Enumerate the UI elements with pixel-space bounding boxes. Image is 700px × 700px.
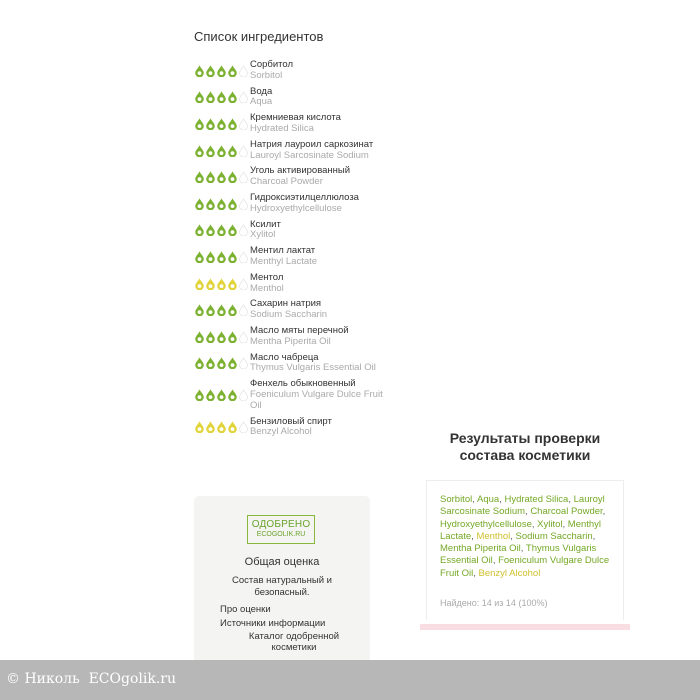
- watermark-text: [6, 671, 176, 687]
- rating-drops-icon: [194, 198, 250, 210]
- approved-catalog-link[interactable]: Каталог одобренной косметики: [248, 631, 340, 653]
- result-ingredient: Hydroxyethylcellulose: [440, 518, 532, 530]
- about-ratings-link[interactable]: Про оценки: [220, 604, 271, 615]
- ingredient-names: [250, 193, 359, 215]
- ingredient-name-ru: Масло мяты перечной: [250, 324, 349, 336]
- ingredient-names: [250, 140, 373, 162]
- ingredient-name-ru: Натрия лауроил саркозинат: [250, 138, 374, 150]
- ingredient-row[interactable]: [194, 417, 384, 439]
- ingredient-row[interactable]: [194, 299, 384, 321]
- rating-drops-icon: [194, 65, 250, 77]
- ingredient-row[interactable]: [194, 220, 384, 242]
- rating-drops-icon: [194, 331, 250, 343]
- ingredient-name-en: Hydrated Silica: [250, 122, 314, 134]
- ingredient-names: [250, 246, 317, 268]
- ingredient-row[interactable]: [194, 326, 384, 348]
- ingredient-names: [250, 273, 284, 295]
- result-ingredient: Foeniculum Vulgare Dulce Fruit Oil: [440, 555, 610, 579]
- ingredient-name-en: Lauroyl Sarcosinate Sodium: [250, 149, 369, 161]
- ingredient-name-ru: Вода: [250, 85, 273, 97]
- ingredient-name-ru: Бензиловый спирт: [250, 415, 332, 427]
- ingredient-name-ru: Гидроксиэтилцеллюлоза: [250, 191, 359, 203]
- result-ingredient: Menthol: [476, 530, 511, 542]
- ingredient-row[interactable]: [194, 60, 384, 82]
- ingredient-names: [250, 326, 349, 348]
- rating-drops-icon: [194, 118, 250, 130]
- result-ingredient: Hydrated Silica: [504, 494, 569, 505]
- score-card: [194, 496, 370, 668]
- ingredient-name-en: Mentha Piperita Oil: [250, 335, 331, 347]
- ingredient-name-en: Hydroxyethylcellulose: [250, 202, 342, 214]
- results-ingredients-text: Sorbitol, Aqua, Hydrated Silica, Lauroyl Sarcosinate Sodium, Charcoal Powder, Hydroxyethylcellulose, Xylitol, Menthyl Lactate, Menthol, Sodium Saccharin, Mentha Piperita Oil, Thymus Vulgaris Essential Oil, Foeniculum Vulgare Dulce Fruit Oil, Benzyl Alcohol: [440, 494, 610, 579]
- ingredient-name-ru: Ментил лактат: [250, 245, 316, 257]
- ingredient-name-en: Aqua: [250, 96, 273, 108]
- ingredient-name-ru: Ментол: [250, 271, 284, 283]
- ingredients-title: Список ингредиентов: [194, 29, 324, 44]
- ingredient-name-en: Sodium Saccharin: [250, 309, 328, 321]
- ingredient-row[interactable]: [194, 246, 384, 268]
- rating-drops-icon: [194, 91, 250, 103]
- ingredient-name-en: Charcoal Powder: [250, 176, 323, 188]
- ingredients-list: [194, 60, 384, 443]
- ingredient-row[interactable]: [194, 113, 384, 135]
- ingredient-name-en: Thymus Vulgaris Essential Oil: [250, 362, 376, 374]
- rating-drops-icon: [194, 304, 250, 316]
- stamp-sub-text: ECOGOLIK.RU: [256, 531, 306, 538]
- ingredient-name-en: Foeniculum Vulgare Dulce Fruit Oil: [250, 388, 383, 411]
- ingredient-name-ru: Кремниевая кислота: [250, 112, 341, 124]
- rating-drops-icon: [194, 389, 250, 401]
- info-sources-link[interactable]: Источники информации: [220, 618, 326, 629]
- rating-drops-icon: [194, 357, 250, 369]
- rating-drops-icon: [194, 171, 250, 183]
- ingredient-names: [250, 60, 293, 82]
- result-ingredient: Menthyl Lactate: [440, 518, 602, 542]
- result-ingredient: Sodium Saccharin: [515, 530, 593, 542]
- ingredient-row[interactable]: [194, 379, 384, 411]
- ingredient-name-en: Benzyl Alcohol: [250, 426, 312, 438]
- rating-drops-icon: [194, 251, 250, 263]
- result-ingredient: Aqua: [476, 494, 500, 505]
- score-title: Общая оценка: [244, 556, 320, 568]
- ingredient-name-en: Xylitol: [250, 229, 276, 241]
- result-ingredient: Sorbitol: [440, 494, 473, 505]
- result-ingredient: Xylitol: [537, 518, 563, 530]
- watermark-footer: [0, 660, 700, 700]
- ingredient-row[interactable]: [194, 166, 384, 188]
- results-found-count: Найдено: 14 из 14 (100%): [440, 598, 548, 608]
- rating-drops-icon: [194, 145, 250, 157]
- result-ingredient: Charcoal Powder: [530, 506, 603, 518]
- stamp-main-text: ОДОБРЕНО: [251, 519, 311, 530]
- ingredient-names: [250, 417, 332, 439]
- result-ingredient: Lauroyl Sarcosinate Sodium: [440, 494, 605, 518]
- approved-stamp: [247, 515, 315, 544]
- ingredient-row[interactable]: [194, 193, 384, 215]
- results-box: [426, 480, 624, 620]
- rating-drops-icon: [194, 421, 250, 433]
- ingredient-names: [250, 113, 341, 135]
- ingredient-name-ru: Уголь активированный: [250, 165, 351, 177]
- ingredient-names: [250, 353, 376, 375]
- ingredient-row[interactable]: [194, 87, 384, 109]
- ingredient-names: [250, 220, 281, 242]
- ingredient-name-en: Sorbitol: [250, 69, 283, 81]
- ingredient-row[interactable]: [194, 353, 384, 375]
- ingredient-name-ru: Сахарин натрия: [250, 298, 322, 310]
- result-ingredient: Benzyl Alcohol: [478, 567, 541, 579]
- ingredient-name-en: Menthol: [250, 282, 284, 294]
- copyright-symbol: ©: [6, 671, 20, 687]
- result-ingredient: Thymus Vulgaris Essential Oil: [440, 543, 597, 567]
- ingredient-name-ru: Масло чабреца: [250, 351, 319, 363]
- ingredient-names: [250, 87, 272, 109]
- rating-drops-icon: [194, 278, 250, 290]
- ingredient-name-ru: Ксилит: [250, 218, 281, 230]
- ingredient-names: [250, 299, 327, 321]
- rating-drops-icon: [194, 224, 250, 236]
- ingredient-names: [250, 166, 350, 188]
- watermark-author-site: Николь ECOgolik.ru: [24, 671, 176, 687]
- ingredient-row[interactable]: [194, 273, 384, 295]
- score-description: Состав натуральный и безопасный.: [232, 575, 332, 598]
- results-accent-strip: [420, 624, 630, 630]
- ingredient-names: [250, 379, 384, 411]
- ingredient-row[interactable]: [194, 140, 384, 162]
- ingredient-name-en: Menthyl Lactate: [250, 255, 318, 267]
- results-title: Результаты проверки состава косметики: [449, 430, 601, 463]
- ingredient-name-ru: Фенхель обыкновенный: [250, 378, 356, 390]
- result-ingredient: Mentha Piperita Oil: [440, 543, 521, 555]
- ingredient-name-ru: Сорбитол: [250, 59, 294, 70]
